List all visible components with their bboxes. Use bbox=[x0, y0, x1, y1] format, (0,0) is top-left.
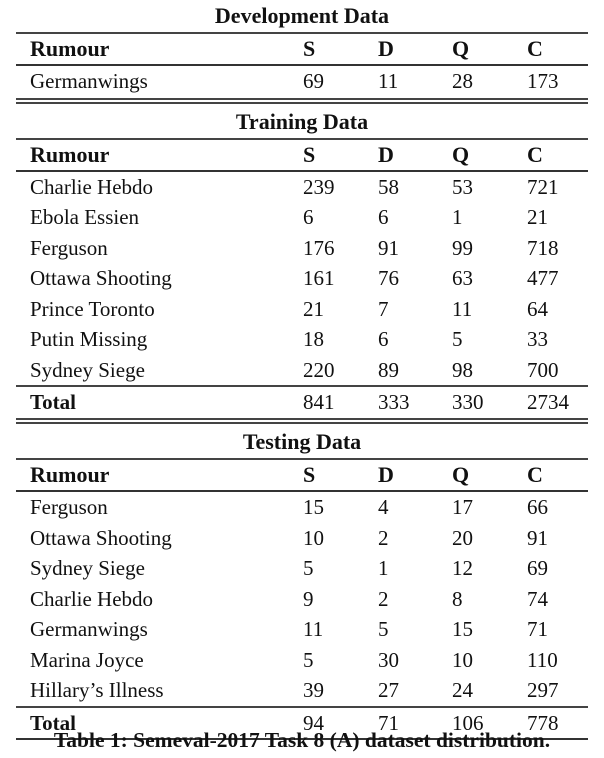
rumour-cell: Hillary’s Illness bbox=[30, 678, 164, 702]
count-cell: 700 bbox=[527, 357, 559, 382]
count-cell: 4 bbox=[378, 495, 389, 519]
rumour-cell: Ferguson bbox=[30, 495, 108, 519]
count-cell: 11 bbox=[452, 296, 473, 321]
count-cell: 15 bbox=[452, 617, 473, 641]
table-row bbox=[16, 202, 588, 233]
table-row bbox=[16, 614, 588, 645]
count-cell: 297 bbox=[527, 678, 559, 702]
count-cell: 6 bbox=[378, 205, 389, 229]
count-cell: 21 bbox=[527, 205, 548, 229]
count-cell: 1 bbox=[378, 556, 389, 580]
count-cell: 71 bbox=[527, 617, 548, 641]
count-cell: 91 bbox=[527, 525, 548, 550]
count-cell: 20 bbox=[452, 525, 473, 550]
table-row bbox=[16, 233, 588, 264]
rumour-cell: Ottawa Shooting bbox=[30, 525, 172, 550]
rumour-cell: Putin Missing bbox=[30, 327, 148, 351]
section-development-data bbox=[16, 0, 588, 97]
count-cell: C bbox=[527, 36, 543, 61]
count-cell: 91 bbox=[378, 235, 399, 260]
double-rule bbox=[16, 418, 588, 424]
rumour-cell: Ottawa Shooting bbox=[30, 266, 172, 290]
count-cell: S bbox=[303, 36, 316, 61]
double-rule bbox=[16, 98, 588, 104]
count-cell: 841 bbox=[303, 390, 335, 414]
count-cell: 53 bbox=[452, 174, 473, 199]
table-caption: Table 1: Semeval-2017 Task 8 (A) dataset distribution. bbox=[53, 728, 551, 752]
count-cell: 2734 bbox=[527, 390, 569, 414]
count-cell: S bbox=[303, 141, 316, 167]
count-cell: 21 bbox=[303, 296, 324, 321]
rumour-cell: Sydney Siege bbox=[30, 357, 145, 382]
header-row bbox=[16, 140, 588, 172]
total-row bbox=[16, 385, 588, 417]
rumour-cell: Prince Toronto bbox=[30, 296, 155, 321]
rumour-cell: Rumour bbox=[30, 36, 110, 61]
rumour-cell: Marina Joyce bbox=[30, 647, 144, 672]
count-cell: 30 bbox=[378, 647, 399, 672]
count-cell: 330 bbox=[452, 390, 484, 414]
count-cell: D bbox=[378, 462, 394, 487]
count-cell: Q bbox=[452, 141, 470, 167]
dataset-distribution-table bbox=[16, 0, 588, 740]
count-cell: 6 bbox=[378, 327, 389, 351]
count-cell: 74 bbox=[527, 586, 548, 611]
table-row bbox=[16, 553, 588, 584]
count-cell: 76 bbox=[378, 266, 399, 290]
table-row bbox=[16, 523, 588, 554]
count-cell: 58 bbox=[378, 174, 399, 199]
count-cell: 12 bbox=[452, 556, 473, 580]
table-row bbox=[16, 172, 588, 203]
rumour-cell: Ebola Essien bbox=[30, 205, 140, 229]
count-cell: 27 bbox=[378, 678, 399, 702]
section-title: Development Data bbox=[16, 0, 588, 34]
count-cell: 2 bbox=[378, 525, 389, 550]
count-cell: 106 bbox=[452, 710, 484, 735]
count-cell: S bbox=[303, 462, 316, 487]
count-cell: Q bbox=[452, 462, 470, 487]
section-title: Training Data bbox=[16, 106, 588, 140]
count-cell: 176 bbox=[303, 235, 335, 260]
count-cell: 9 bbox=[303, 586, 314, 611]
count-cell: 10 bbox=[303, 525, 324, 550]
count-cell: 17 bbox=[452, 495, 473, 519]
count-cell: 110 bbox=[527, 647, 558, 672]
table-row bbox=[16, 584, 588, 615]
count-cell: 6 bbox=[303, 205, 314, 229]
count-cell: D bbox=[378, 141, 394, 167]
count-cell: 39 bbox=[303, 678, 324, 702]
rumour-cell: Charlie Hebdo bbox=[30, 174, 154, 199]
section-testing-data bbox=[16, 426, 588, 738]
table-row bbox=[16, 645, 588, 676]
rumour-cell: Germanwings bbox=[30, 69, 148, 93]
count-cell: 98 bbox=[452, 357, 473, 382]
rumour-cell: Germanwings bbox=[30, 617, 148, 641]
section-training-data bbox=[16, 106, 588, 418]
count-cell: Q bbox=[452, 36, 470, 61]
count-cell: D bbox=[378, 36, 394, 61]
count-cell: 8 bbox=[452, 586, 463, 611]
count-cell: 5 bbox=[452, 327, 463, 351]
rumour-cell: Total bbox=[30, 710, 76, 735]
count-cell: 11 bbox=[378, 69, 399, 93]
table-row bbox=[16, 263, 588, 294]
rumour-cell: Charlie Hebdo bbox=[30, 586, 154, 611]
rumour-cell: Rumour bbox=[30, 141, 110, 167]
count-cell: 1 bbox=[452, 205, 463, 229]
count-cell: 239 bbox=[303, 174, 335, 199]
count-cell: 71 bbox=[378, 710, 399, 735]
count-cell: 69 bbox=[527, 556, 548, 580]
count-cell: 18 bbox=[303, 327, 324, 351]
count-cell: C bbox=[527, 462, 543, 487]
rumour-cell: Rumour bbox=[30, 462, 110, 487]
count-cell: 5 bbox=[303, 647, 314, 672]
header-row bbox=[16, 460, 588, 492]
table-row bbox=[16, 324, 588, 355]
count-cell: 24 bbox=[452, 678, 473, 702]
count-cell: 63 bbox=[452, 266, 473, 290]
count-cell: 64 bbox=[527, 296, 548, 321]
count-cell: 66 bbox=[527, 495, 548, 519]
table-row bbox=[16, 355, 588, 386]
rumour-cell: Ferguson bbox=[30, 235, 108, 260]
table-row bbox=[16, 66, 588, 97]
table-row bbox=[16, 492, 588, 523]
table-row bbox=[16, 675, 588, 706]
count-cell: C bbox=[527, 141, 543, 167]
count-cell: 69 bbox=[303, 69, 324, 93]
count-cell: 778 bbox=[527, 710, 559, 735]
count-cell: 15 bbox=[303, 495, 324, 519]
section-title: Testing Data bbox=[16, 426, 588, 460]
count-cell: 5 bbox=[378, 617, 389, 641]
rumour-cell: Total bbox=[30, 390, 76, 414]
count-cell: 10 bbox=[452, 647, 473, 672]
count-cell: 7 bbox=[378, 296, 389, 321]
count-cell: 28 bbox=[452, 69, 473, 93]
count-cell: 33 bbox=[527, 327, 548, 351]
count-cell: 477 bbox=[527, 266, 559, 290]
count-cell: 5 bbox=[303, 556, 314, 580]
count-cell: 89 bbox=[378, 357, 399, 382]
count-cell: 11 bbox=[303, 617, 324, 641]
count-cell: 161 bbox=[303, 266, 335, 290]
count-cell: 333 bbox=[378, 390, 410, 414]
count-cell: 2 bbox=[378, 586, 389, 611]
header-row bbox=[16, 34, 588, 66]
count-cell: 220 bbox=[303, 357, 335, 382]
rumour-cell: Sydney Siege bbox=[30, 556, 145, 580]
count-cell: 173 bbox=[527, 69, 559, 93]
count-cell: 99 bbox=[452, 235, 473, 260]
table-row bbox=[16, 294, 588, 325]
count-cell: 721 bbox=[527, 174, 559, 199]
count-cell: 94 bbox=[303, 710, 324, 735]
count-cell: 718 bbox=[527, 235, 559, 260]
